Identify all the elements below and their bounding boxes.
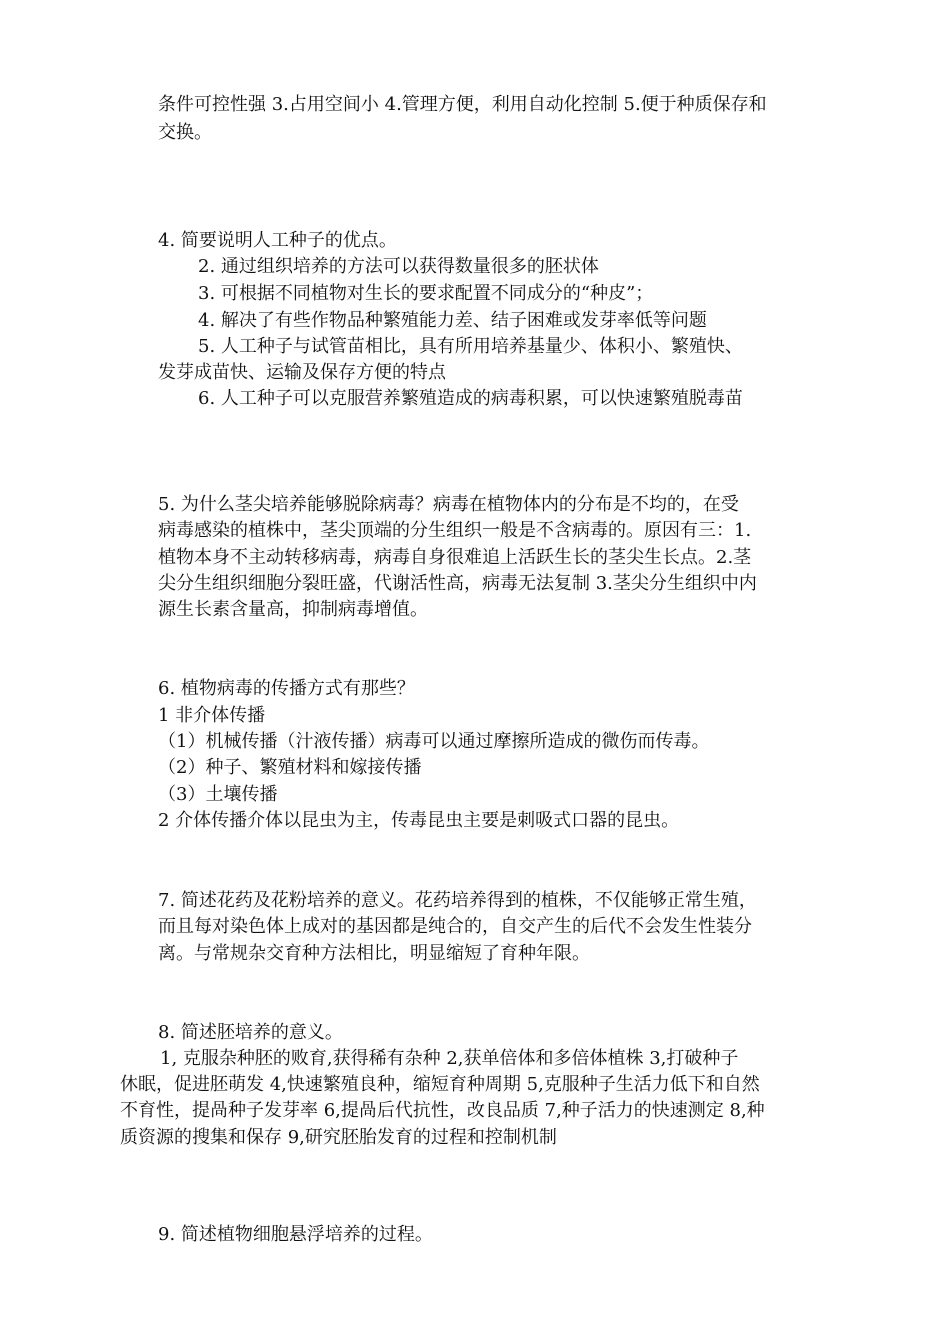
list-item: （1）机械传播（汁液传播）病毒可以通过摩擦所造成的微伤而传毒。: [158, 731, 710, 752]
text-line: 植物本身不主动转移病毒，病毒自身很难追上活跃生长的茎尖生长点。2.茎: [158, 547, 752, 568]
text-line: 不育性，提咼种子发芽率 6,提咼后代抗性，改良品质 7,种子活力的快速测定 8,种: [120, 1100, 765, 1121]
text-line: 质资源的搜集和保存 9,研究胚胎发育的过程和控制机制: [120, 1127, 557, 1148]
text-line: 发芽成苗快、运输及保存方便的特点: [158, 362, 446, 383]
list-item: 4. 解决了有些作物品种繁殖能力差、结子困难或发芽率低等问题: [198, 310, 707, 331]
question-heading: 9. 简述植物细胞悬浮培养的过程。: [158, 1224, 433, 1245]
list-item: （3）土壤传播: [158, 784, 278, 805]
text-line: 1, 克服杂种胚的败育,获得稀有杂种 2,获单倍体和多倍体植株 3,打破种子: [160, 1048, 739, 1069]
text-line: 离。与常规杂交育种方法相比，明显缩短了育种年限。: [158, 943, 590, 964]
text-line: 源生长素含量高，抑制病毒增值。: [158, 599, 428, 620]
list-item: 1 非介体传播: [158, 705, 266, 726]
list-item: 6. 人工种子可以克服营养繁殖造成的病毒积累，可以快速繁殖脱毒苗: [198, 388, 743, 409]
list-item: 2. 通过组织培养的方法可以获得数量很多的胚状体: [198, 256, 599, 277]
text-line: 交换。: [158, 122, 212, 143]
list-item: （2）种子、繁殖材料和嫁接传播: [158, 757, 422, 778]
text-line: 而且每对染色体上成对的基因都是纯合的，自交产生的后代不会发生性装分: [158, 916, 752, 937]
question-heading: 6. 植物病毒的传播方式有那些？: [158, 678, 415, 699]
text-line: 病毒感染的植株中，茎尖顶端的分生组织一般是不含病毒的。原因有三：1.: [158, 520, 752, 541]
list-item: 2 介体传播介体以昆虫为主，传毒昆虫主要是刺吸式口器的昆虫。: [158, 810, 680, 831]
question-heading: 5. 为什么茎尖培养能够脱除病毒？病毒在植物体内的分布是不均的，在受: [158, 494, 739, 515]
question-heading: 7. 简述花药及花粉培养的意义。花药培养得到的植株，不仅能够正常生殖，: [158, 890, 757, 911]
list-item: 5. 人工种子与试管苗相比，具有所用培养基量少、体积小、繁殖快、: [198, 336, 743, 357]
question-heading: 4. 简要说明人工种子的优点。: [158, 230, 397, 251]
text-line: 休眠，促进胚萌发 4,快速繁殖良种，缩短育种周期 5,克服种子生活力低下和自然: [120, 1074, 760, 1095]
question-heading: 8. 简述胚培养的意义。: [158, 1022, 343, 1043]
text-line: 尖分生组织细胞分裂旺盛，代谢活性高，病毒无法复制 3.茎尖分生组织中内: [158, 573, 757, 594]
text-line: 条件可控性强 3.占用空间小 4.管理方便，利用自动化控制 5.便于种质保存和: [158, 94, 767, 115]
list-item: 3. 可根据不同植物对生长的要求配置不同成分的“种皮”；: [198, 283, 654, 304]
